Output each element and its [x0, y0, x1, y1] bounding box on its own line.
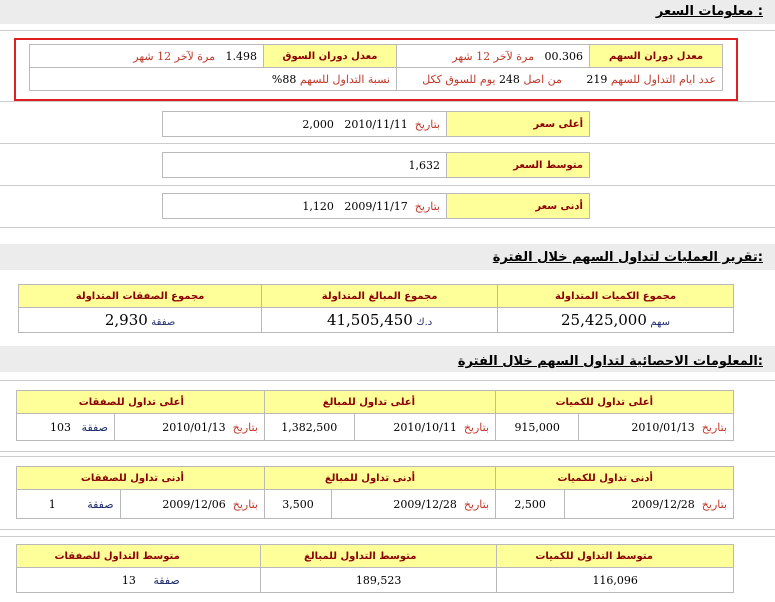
average-header-amount: متوسط التداول للمبالغ [260, 545, 497, 568]
low-price-value: 1,120 [302, 199, 334, 213]
highest-deal-value: 103 [50, 420, 72, 434]
lowest-amt-value: 3,500 [282, 497, 314, 511]
trading-ratio-cell [30, 68, 397, 91]
avg-price-value: 1,632 [408, 158, 440, 172]
trading-days-total-unit: يوم للسوق ككل [422, 72, 496, 86]
highest-header-quantity: أعلى تداول للكميات [496, 391, 734, 414]
highest-deal-date-cell [114, 414, 264, 441]
highest-deal-unit: صفقة [81, 420, 108, 434]
trading-days-label: عدد ايام التداول للسهم [610, 72, 716, 86]
average-table [16, 544, 734, 593]
lowest-table [16, 466, 734, 519]
low-price-date: 2009/11/17 [344, 199, 408, 213]
trading-days-of: من اصل [523, 72, 562, 86]
avg-price-table [162, 152, 590, 178]
ops-report-table [18, 284, 734, 333]
market-turnover-unit: مرة لآخر 12 شهر [133, 49, 215, 63]
highest-qty-date-cell [579, 414, 734, 441]
ops-header-quantity: مجموع الكميات المتداولة [498, 285, 734, 308]
trading-days-cell [397, 68, 723, 91]
highest-deal-value-cell [17, 414, 115, 441]
average-deal-cell [17, 568, 261, 593]
ops-amount-value: 41,505,450 [326, 311, 413, 329]
ops-deals-value: 2,930 [104, 311, 148, 329]
ops-report-title: تقرير العمليات لتداول السهم خلال الفترة: [492, 250, 763, 265]
highest-amt-date-cell [354, 414, 495, 441]
highest-amt-value-cell [264, 414, 354, 441]
stock-turnover-value: 00.306 [544, 49, 583, 63]
lowest-deal-date: 2009/12/06 [162, 497, 226, 511]
ops-amount-unit: د.ك [416, 317, 433, 328]
trading-ratio-label: نسبة التداول للسهم [299, 72, 390, 86]
average-header-deals: متوسط التداول للصفقات [17, 545, 261, 568]
lowest-amt-date-cell [332, 490, 496, 519]
lowest-qty-date-cell [565, 490, 734, 519]
ops-header-deals: مجموع الصفقات المتداولة [19, 285, 262, 308]
high-price-value: 2,000 [302, 117, 334, 131]
lowest-qty-date: 2009/12/28 [631, 497, 695, 511]
average-header-quantity: متوسط التداول للكميات [497, 545, 734, 568]
ops-quantity-cell [498, 308, 734, 333]
low-price-label: أدنى سعر [447, 194, 590, 219]
market-turnover-cell [30, 45, 264, 68]
highest-header-amount: أعلى تداول للمبالغ [264, 391, 495, 414]
ops-header-amount: مجموع المبالغ المتداولة [262, 285, 498, 308]
lowest-amt-date-label: بتاريخ [463, 497, 490, 511]
highest-header-deals: أعلى تداول للصفقات [17, 391, 265, 414]
average-amt-cell [260, 568, 497, 593]
lowest-deal-value-cell [17, 490, 121, 519]
high-price-cell [163, 112, 447, 137]
lowest-amt-value-cell [264, 490, 331, 519]
highest-deal-date: 2010/01/13 [162, 420, 226, 434]
average-deal-unit: صفقة [153, 573, 180, 587]
lowest-deal-date-cell [120, 490, 264, 519]
highest-qty-value: 915,000 [514, 420, 560, 434]
high-price-date-label: بتاريخ [414, 117, 440, 131]
highest-qty-date-label: بتاريخ [701, 420, 727, 434]
high-price-label: أعلى سعر [447, 112, 590, 137]
high-price-table [162, 111, 590, 137]
avg-price-label: متوسط السعر [447, 153, 590, 178]
low-price-table [162, 193, 590, 219]
ops-quantity-unit: سهم [650, 317, 671, 328]
stock-turnover-cell [397, 45, 590, 68]
average-qty-value: 116,096 [592, 573, 638, 587]
highest-qty-date: 2010/01/13 [631, 420, 695, 434]
lowest-deal-value: 1 [48, 497, 56, 511]
ops-amount-cell [262, 308, 498, 333]
highest-table [16, 390, 734, 441]
highest-amt-date-label: بتاريخ [463, 420, 490, 434]
highest-qty-value-cell [496, 414, 579, 441]
stock-turnover-label: معدل دوران السهم [590, 45, 723, 68]
ops-deals-unit: صفقة [151, 317, 176, 328]
ops-quantity-value: 25,425,000 [561, 311, 647, 329]
trading-days-value: 219 [586, 72, 608, 86]
trading-ratio-value: 88% [271, 72, 297, 86]
market-turnover-value: 1.498 [225, 49, 257, 63]
lowest-qty-value-cell [496, 490, 565, 519]
average-amt-value: 189,523 [355, 573, 402, 587]
turnover-table [29, 44, 723, 91]
lowest-deal-date-label: بتاريخ [232, 497, 258, 511]
lowest-qty-date-label: بتاريخ [701, 497, 727, 511]
ops-deals-cell [19, 308, 262, 333]
stock-turnover-unit: مرة لآخر 12 شهر [452, 49, 534, 63]
lowest-qty-value: 2,500 [514, 497, 546, 511]
lowest-header-amount: أدنى تداول للمبالغ [264, 467, 495, 490]
high-price-date: 2010/11/11 [344, 117, 408, 131]
lowest-deal-unit: صفقة [87, 497, 114, 511]
lowest-header-deals: أدنى تداول للصفقات [17, 467, 265, 490]
market-turnover-label: معدل دوران السوق [264, 45, 397, 68]
trading-days-total: 248 [498, 72, 520, 86]
avg-price-cell [163, 153, 447, 178]
average-deal-value: 13 [121, 573, 136, 587]
average-qty-cell [497, 568, 734, 593]
highest-amt-date: 2010/10/11 [393, 420, 457, 434]
stats-title: المعلومات الاحصائية لتداول السهم خلال الفترة: [457, 354, 763, 369]
highest-deal-date-label: بتاريخ [232, 420, 258, 434]
low-price-date-label: بتاريخ [414, 199, 440, 213]
highest-amt-value: 1,382,500 [281, 420, 338, 434]
price-info-title: معلومات السعر : [655, 4, 763, 19]
lowest-amt-date: 2009/12/28 [393, 497, 457, 511]
lowest-header-quantity: أدنى تداول للكميات [496, 467, 734, 490]
low-price-cell [163, 194, 447, 219]
